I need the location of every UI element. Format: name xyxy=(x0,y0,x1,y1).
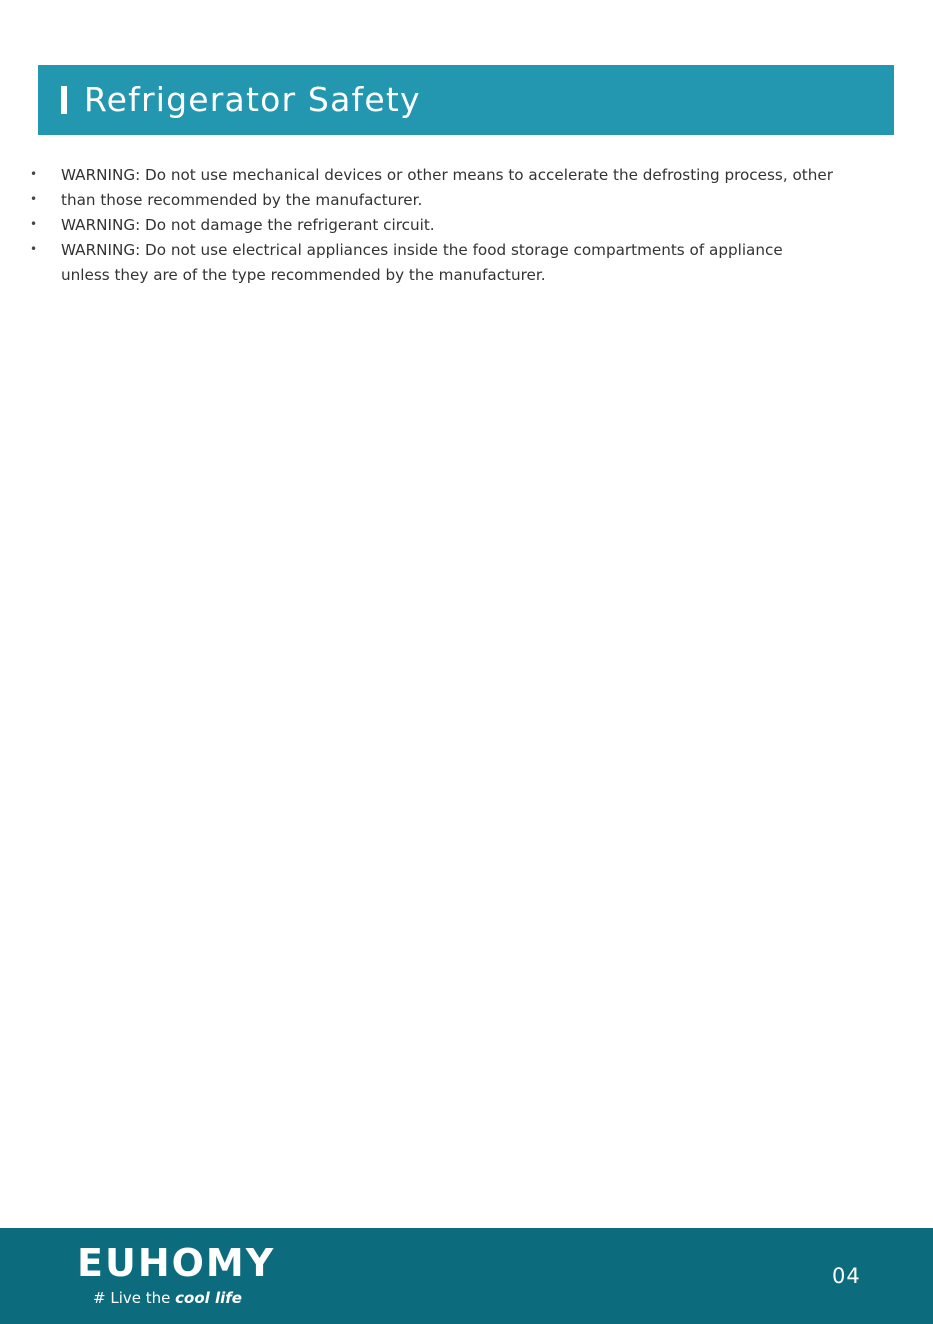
section-title: Refrigerator Safety xyxy=(84,80,421,119)
warning-text: than those recommended by the manufacturer. xyxy=(61,191,423,209)
warning-text: WARNING: Do not damage the refrigerant circuit. xyxy=(61,216,435,234)
page-number: 04 xyxy=(832,1264,861,1288)
warning-text: WARNING: Do not use electrical appliances inside the food storage compartments of appliance xyxy=(61,241,783,259)
brand-logo xyxy=(77,1243,275,1283)
bullet-icon: • xyxy=(30,217,38,231)
warning-text: WARNING: Do not use mechanical devices or other means to accelerate the defrosting process, other xyxy=(61,166,833,184)
bullet-icon: • xyxy=(30,242,38,256)
warning-list xyxy=(30,163,910,288)
slogan-prefix: # Live the xyxy=(93,1289,176,1307)
warning-text-continuation: unless they are of the type recommended by the manufacturer. xyxy=(61,266,546,284)
warning-item xyxy=(30,163,910,188)
brand-name: EUHOMY xyxy=(77,1241,276,1285)
brand-slogan xyxy=(93,1287,242,1309)
warning-item xyxy=(30,213,910,238)
header-accent-bar xyxy=(61,86,67,114)
warning-item xyxy=(30,238,910,288)
slogan-emphasis: cool life xyxy=(175,1289,242,1307)
bullet-icon: • xyxy=(30,192,38,206)
bullet-icon: • xyxy=(30,167,38,181)
warning-item xyxy=(30,188,910,213)
